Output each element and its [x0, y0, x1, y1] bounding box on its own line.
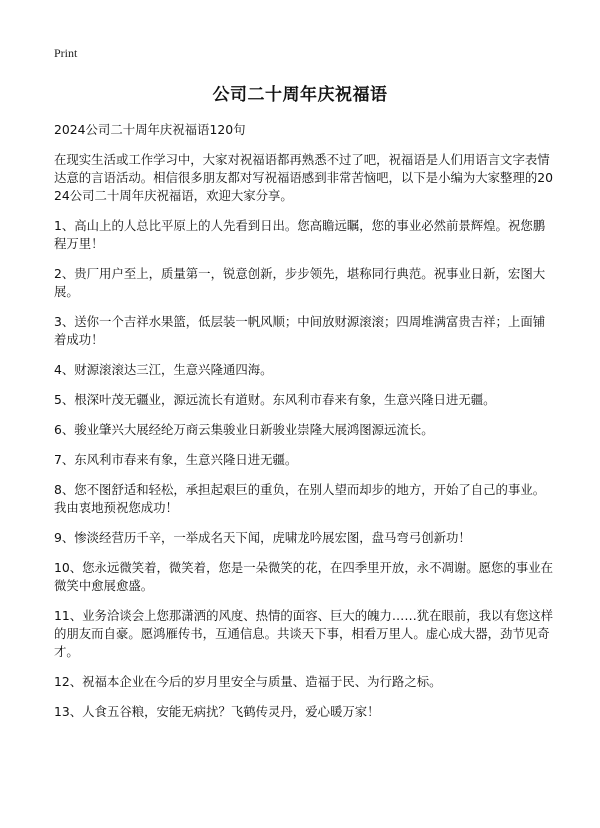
wish-item: 10、您永远微笑着，微笑着，您是一朵微笑的花，在四季里开放，永不凋谢。愿您的事业在微笑中愈展愈盛。 [54, 560, 554, 593]
wish-item: 12、祝福本企业在今后的岁月里安全与质量、造福于民、为行路之标。 [54, 674, 442, 689]
wish-item: 7、东风利市春来有象，生意兴隆日进无疆。 [54, 452, 298, 467]
wish-item: 8、您不图舒适和轻松，承担起艰巨的重负，在别人望而却步的地方，开始了自己的事业。我由衷地预祝您成功！ [54, 482, 546, 515]
print-link[interactable]: Print [54, 46, 78, 60]
wish-item: 4、财源滚滚达三江，生意兴隆通四海。 [54, 362, 273, 377]
wish-item: 9、惨淡经营历千辛，一举成名天下闻，虎啸龙吟展宏图，盘马弯弓创新功！ [54, 530, 471, 545]
article-subtitle: 2024公司二十周年庆祝福语120句 [54, 122, 246, 137]
wish-item: 11、业务洽谈会上您那潇洒的风度、热情的面容、巨大的魄力……犹在眼前，我以有您这样的朋友而自豪。愿鸿雁传书，互通信息。共谈天下事，相看万里人。虚心成大器，劲节见奇才。 [54, 608, 554, 659]
wish-item: 1、高山上的人总比平原上的人先看到日出。您高瞻远瞩，您的事业必然前景辉煌。祝您鹏程万里！ [54, 218, 546, 251]
wish-item: 2、贵厂用户至上，质量第一，锐意创新，步步领先，堪称同行典范。祝事业日新，宏图大展。 [54, 266, 546, 299]
article-body [54, 121, 554, 733]
wish-item: 3、送你一个吉祥水果篮，低层装一帆风顺；中间放财源滚滚；四周堆满富贵吉祥；上面铺着成功！ [54, 314, 546, 347]
intro-paragraph: 在现实生活或工作学习中，大家对祝福语都再熟悉不过了吧，祝福语是人们用语言文字表情达意的言语活动。相信很多朋友都对写祝福语感到非常苦恼吧，以下是小编为大家整理的2024公司二十周年庆祝福语，欢迎大家分享。 [54, 152, 554, 203]
wish-item: 5、根深叶茂无疆业，源远流长有道财。东风利市春来有象，生意兴隆日进无疆。 [54, 392, 496, 407]
wish-item: 13、人食五谷粮，安能无病扰？飞鹤传灵丹，爱心暖万家！ [54, 704, 380, 719]
wish-item: 6、骏业肇兴大展经纶万商云集骏业日新骏业崇隆大展鸿图源远流长。 [54, 422, 434, 437]
page-title: 公司二十周年庆祝福语 [212, 85, 388, 105]
